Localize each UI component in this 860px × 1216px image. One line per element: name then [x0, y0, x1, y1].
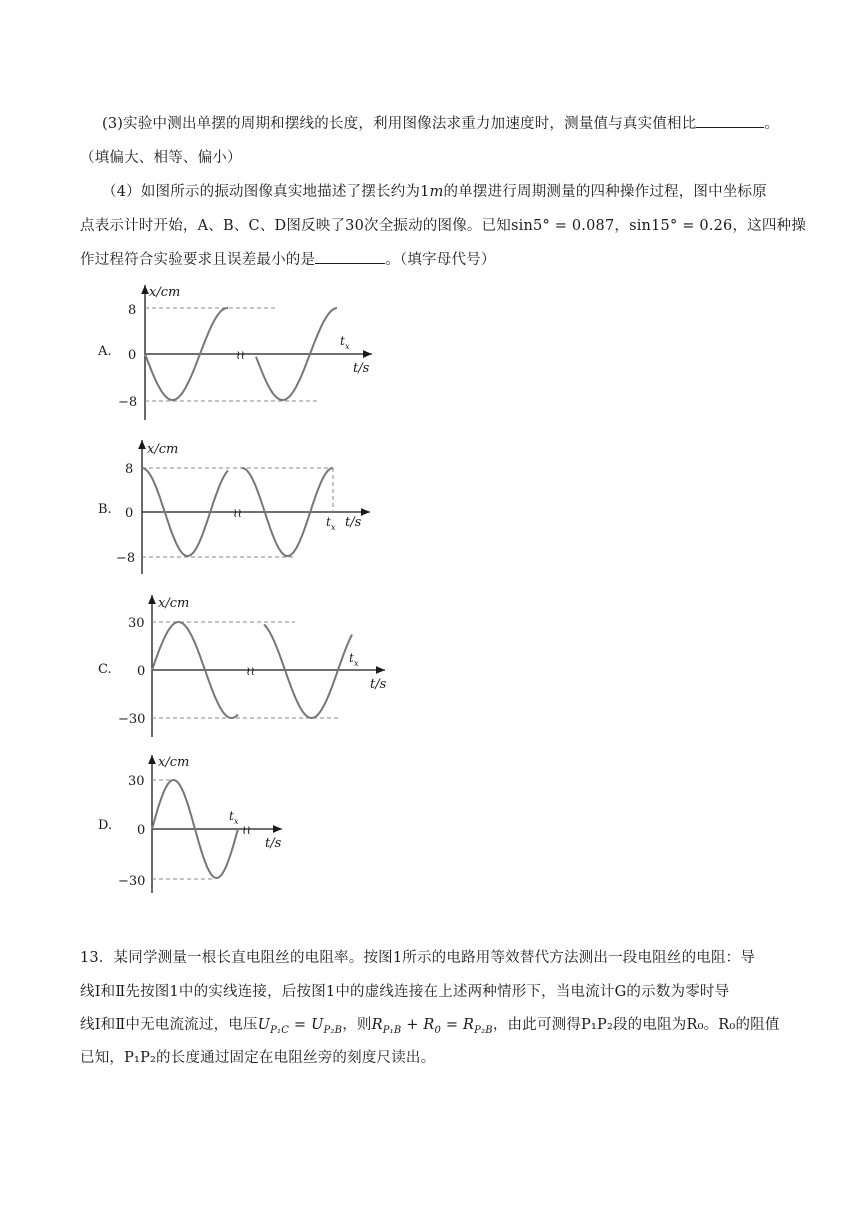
- q13-line1: 13．某同学测量一根长直电阻丝的电阻率。按图1所示的电路用等效替代方法测出一段电阻丝的电阻：导: [80, 950, 756, 966]
- graph-c-neg-label: −30: [118, 712, 146, 727]
- voltage-u2-sub: P₂B: [323, 1024, 343, 1036]
- graph-c-pos-label: 30: [128, 616, 145, 631]
- graph-c-t-label: t/s: [370, 677, 387, 692]
- graph-b-break-mark: ≀≀: [233, 506, 242, 520]
- q13-text-c: ，由此可测得P₁P₂段的电阻为R₀。R₀的阻值: [492, 1017, 780, 1033]
- graph-b-t-label: t/s: [345, 515, 362, 530]
- graph-a-break-mark: ≀≀: [236, 348, 245, 362]
- graph-b-pos-label: 8: [125, 462, 134, 477]
- resistance-r0: R: [423, 1017, 435, 1033]
- graph-d-zero-label: 0: [137, 823, 146, 838]
- option-d-label: D.: [98, 818, 113, 833]
- q13-eq2: =: [441, 1017, 464, 1033]
- option-c-label: C.: [98, 662, 112, 677]
- resistance-r1: R: [371, 1017, 383, 1033]
- graph-a-pos-label: 8: [128, 303, 137, 318]
- graph-d-tx-sub: x: [234, 817, 239, 826]
- graph-a-tx-label: t: [340, 334, 345, 348]
- graph-b-tx-label: t: [326, 515, 331, 529]
- q13-text-a: 线Ⅰ和Ⅱ中无电流流过，电压: [80, 1017, 258, 1033]
- q3-text: (3)实验中测出单摆的周期和摆线的长度，利用图像法求重力加速度时，测量值与真实值相比: [102, 116, 697, 132]
- graph-c: [118, 595, 387, 737]
- graph-d-tx-label: t: [229, 809, 234, 823]
- q3-line2: （填偏大、相等、偏小）: [80, 150, 242, 166]
- graph-a-neg-label: −8: [118, 395, 138, 410]
- length-value: 1: [420, 184, 430, 200]
- graph-a: [118, 285, 372, 420]
- option-b-label: B.: [98, 502, 112, 517]
- graph-b-y-label: x/cm: [147, 442, 179, 457]
- resistance-r1-sub: P₁B: [382, 1024, 402, 1036]
- q13-line2: 线Ⅰ和Ⅱ先按图1中的实线连接，后按图1中的虚线连接在上述两种情形下，当电流计G的示数为零时导: [80, 984, 730, 1000]
- q3-period: 。: [764, 116, 780, 132]
- q4-text-a: （4）如图所示的振动图像真实地描述了摆长约为: [102, 184, 421, 200]
- graph-c-y-label: x/cm: [158, 596, 190, 611]
- length-unit: m: [429, 184, 444, 200]
- graph-a-zero-label: 0: [128, 348, 137, 363]
- q4-text-c: 点表示计时开始，A、B、C、D图反映了30次全振动的图像。已知: [80, 218, 511, 234]
- graph-c-break-mark: ≀≀: [246, 664, 255, 678]
- q13-line4: 已知，P₁P₂的长度通过固定在电阻丝旁的刻度尺读出。: [80, 1050, 436, 1066]
- voltage-u1: U: [257, 1017, 271, 1033]
- graph-c-zero-label: 0: [137, 664, 146, 679]
- resistance-r0-sub: 0: [434, 1024, 442, 1036]
- q13-text-b: ，则: [342, 1017, 372, 1033]
- graph-c-tx-sub: x: [354, 659, 359, 668]
- graph-d-t-label: t/s: [265, 836, 282, 851]
- q13-line3: [80, 1013, 780, 1036]
- q4-sep: ，: [614, 218, 630, 234]
- graph-d-y-label: x/cm: [158, 755, 190, 770]
- graph-b-tx-sub: x: [331, 523, 336, 532]
- option-a-label: A.: [98, 344, 112, 359]
- q4-text-e: 作过程符合实验要求且误差最小的是: [80, 252, 316, 268]
- graph-c-wave-2: [264, 625, 352, 719]
- graph-b-neg-label: −8: [116, 551, 136, 566]
- resistance-r2-sub: P₂B: [474, 1024, 493, 1036]
- graph-d: [118, 755, 282, 893]
- graph-b-zero-label: 0: [125, 506, 134, 521]
- q4-text-b: 的单摆进行周期测量的四种操作过程，图中坐标原: [443, 184, 767, 200]
- graph-d-pos-label: 30: [128, 774, 145, 789]
- graph-a-y-label: x/cm: [149, 285, 181, 300]
- voltage-u2: U: [311, 1017, 324, 1033]
- voltage-u1-sub: P₁C: [270, 1024, 290, 1036]
- resistance-r2: R: [463, 1017, 475, 1033]
- graph-a-t-label: t/s: [353, 361, 370, 376]
- sin15-value: sin15° = 0.26: [629, 218, 733, 234]
- sin5-value: sin5° = 0.087: [511, 218, 615, 234]
- graph-d-break-mark: ≀≀: [242, 823, 251, 837]
- graph-b: [116, 440, 370, 574]
- graph-c-tx-label: t: [349, 651, 354, 665]
- graph-d-neg-label: −30: [118, 874, 146, 889]
- q13-plus: +: [401, 1017, 424, 1033]
- graph-a-tx-sub: x: [345, 342, 350, 351]
- q4-text-f: 。（填字母代号）: [385, 252, 496, 268]
- q4-text-d: ，这四种操: [732, 218, 806, 234]
- q13-eq: =: [289, 1017, 312, 1033]
